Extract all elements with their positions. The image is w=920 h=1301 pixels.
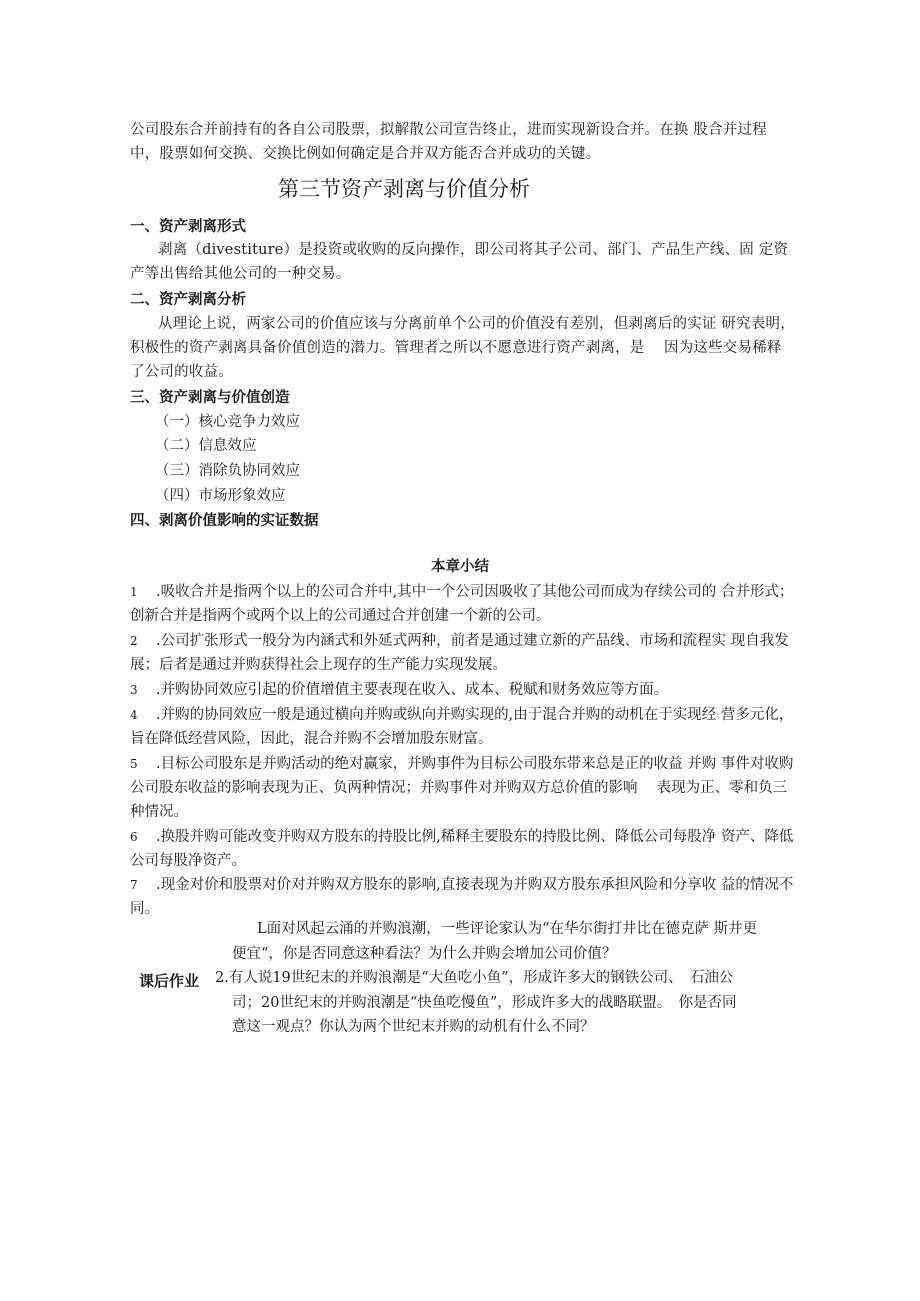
summary-num: 4: [130, 708, 138, 722]
summary-num: 7: [130, 878, 138, 892]
homework-q2-line2: 司；20世纪末的并购浪潮是“快鱼吃慢鱼”，形成许多大的战略联盟。 你是否同: [232, 995, 737, 1011]
summary-text: .现金对价和股票对价对并购双方股东的影响,直接表现为并购双方股东承担风险和分享收 益的情况不同。: [130, 877, 794, 917]
summary-text: .吸收合并是指两个以上的公司合并中,其中一个公司因吸收了其他公司而成为存续公司的 合并形式；创新合并是指两个或两个以上的公司通过合并创建一个新的公司。: [130, 584, 794, 624]
homework-label: 课后作业: [139, 972, 200, 990]
heading-1: 一、资产剥离形式: [130, 219, 246, 235]
summary-text: .换股并购可能改变并购双方股东的持股比例,稀释主要股东的持股比例、降低公司每股净 资产、降低公司每股净资产。: [130, 829, 794, 869]
sub-item-1: （一）核心竞争力效应: [155, 414, 300, 430]
summary-num: 5: [130, 757, 138, 771]
summary-item: [130, 629, 794, 677]
summary-text: .目标公司股东是并购活动的绝对赢家，并购事件为目标公司股东带来总是正的收益 并购 事件对收购公司股东收益的影响表现为正、负两种情况；并购事件对并购双方总价值的影响 表现为正、零和负三种情况。: [130, 756, 794, 820]
summary-num: 6: [130, 830, 138, 844]
section-title: 第三节资产剥离与价值分析: [278, 177, 530, 201]
sub-item-4: （四）市场形象效应: [155, 488, 286, 504]
summary-num: 2: [130, 634, 138, 648]
sub-item-3: （三）消除负协同效应: [155, 463, 300, 479]
summary-title: 本章小结: [431, 559, 489, 575]
heading-3: 三、资产剥离与价值创造: [130, 390, 290, 406]
paragraph-2: 从理论上说，两家公司的价值应该与分离前单个公司的价值没有差别，但剥离后的实证 研究表明，积极性的资产剥离具备价值创造的潜力。管理者之所以不愿意进行资产剥离，是 因为这些交易稀释了公司的收益。: [130, 316, 795, 380]
heading-4: 四、剥离价值影响的实证数据: [130, 513, 319, 529]
summary-text: .并购协同效应引起的价值增值主要表现在收入、成本、税赋和财务效应等方面。: [156, 682, 669, 698]
summary-text: .公司扩张形式一般分为内涵式和外延式两种，前者是通过建立新的产品线、市场和流程实 现自我发展；后者是通过并购获得社会上现存的生产能力实现发展。: [130, 633, 789, 673]
homework-q2-line1: 2.有人说19世纪末的并购浪潮是“大鱼吃小鱼”，形成许多大的钢铁公司、 石油公: [215, 970, 734, 986]
summary-item: [130, 873, 794, 921]
summary-item: [130, 580, 794, 628]
summary-item: [130, 752, 794, 824]
summary-item: [130, 825, 794, 873]
summary-item: [130, 678, 794, 702]
heading-2: 二、资产剥离分析: [130, 292, 246, 308]
intro-paragraph: [130, 118, 794, 166]
paragraph-1: 剥离（divestiture）是投资或收购的反向操作，即公司将其子公司、部门、产品生产线、固 定资产等出售给其他公司的一种交易。: [130, 242, 789, 282]
summary-item: [130, 703, 794, 751]
homework-q1-line2: 便宜“，你是否同意这种看法？为什么并购会增加公司价值？: [232, 946, 617, 962]
homework-q2-line3: 意这一观点？你认为两个世纪末并购的动机有什么不同？: [232, 1019, 595, 1035]
intro-line-2: 中，股票如何交换、交换比例如何确定是合并双方能否合并成功的关键。: [130, 146, 601, 162]
homework-q1-line1: L面对风起云涌的并购浪潮，一些评论家认为“在华尔街打井比在德克萨 斯井更: [257, 921, 758, 937]
intro-line-1: 公司股东合并前持有的各自公司股票，拟解散公司宣告终止，进而实现新设合并。在换 股合并过程: [130, 122, 767, 138]
summary-text: .并购的协同效应一般是通过横向并购或纵向并购实现的,由于混合并购的动机在于实现经 营多元化，旨在降低经营风险，因此，混合并购不会增加股东财富。: [130, 707, 794, 747]
sub-item-2: （二）信息效应: [155, 438, 257, 454]
summary-num: 1: [130, 585, 138, 599]
summary-num: 3: [130, 683, 138, 697]
